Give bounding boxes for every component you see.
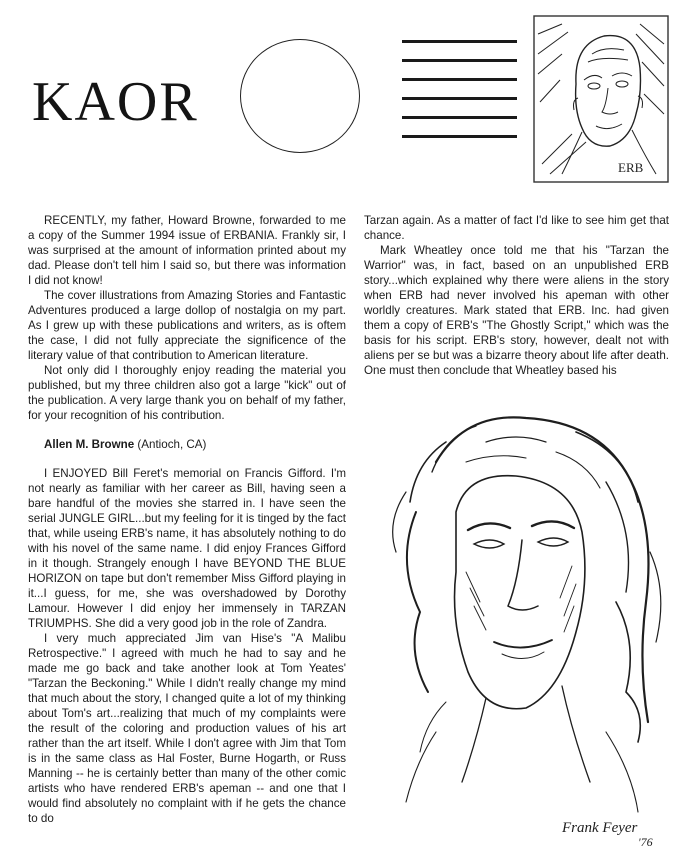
letters-column-right xyxy=(364,213,669,378)
author-name: Allen M. Browne xyxy=(44,438,135,451)
letter-paragraph: RECENTLY, my father, Howard Browne, forwarded to me a copy of the Summer 1994 issue of ERBANIA. Frankly sir, I was surprised at the amount of information printed about my dad. Please don't tell him I said so, but there was information I did not know! xyxy=(28,214,346,287)
illustration-year: '76 xyxy=(638,835,653,849)
letter-paragraph: Not only did I thoroughly enjoy reading the material you published, but my three children also got a large "kick" out of the publication. A very large thank you on behalf of my father, for your recognition of his contribution. xyxy=(28,364,346,422)
letter-paragraph: I ENJOYED Bill Feret's memorial on Francis Gifford. I'm not nearly as familiar with her career as Bill, having seen a bare handful of the movies she starred in. I have seen the serial JUNGLE GIRL...but my feeling for it is tinged by the fact that, while useing ERB's name, it has absolutely nothing to do with his novel of the same name. I did enjoy Frances Gifford in it though. Strangely enough I have BEYOND THE BLUE HORIZON on tape but don't remember Miss Gifford playing in it...I guess, for me, she was overshadowed by Dorothy Lamour. However I did enjoy her immensely in TARZAN TRIUMPHS. She did a very good job in the role of Zandra. xyxy=(28,467,346,630)
illustration-signature: Frank Feyer xyxy=(562,820,638,836)
letter-paragraph: I very much appreciated Jim van Hise's "A Malibu Retrospective." I agreed with much he had to say and he made me go back and take another look at Tom Yeates' "Tarzan the Beckoning." While I didn't really change my mind that much about the story, I changed quite a lot of my thinking about Tom's art...realizing that much of my complaints were the result of the coloring and production values of his art rather than the art itself. While I don't agree with Jim that Tom is in the same class as Hal Foster, Burne Hogarth, or Russ Manning -- he is certainly better than many of the other comic artists who have rendered ERB's apeman -- and one that I would find absolutely no complaint with if he gets the chance to do xyxy=(28,632,346,825)
letter-paragraph: The cover illustrations from Amazing Stories and Fantastic Adventures produced a large dollop of nostalgia on my part. As I grew up with these publications and writers, as is oftem the case, I did not fully appreciate the significence of the literary value of that contribution to American literature. xyxy=(28,289,346,362)
letter-paragraph: Tarzan again. As a matter of fact I'd like to see him get that chance. xyxy=(364,214,669,242)
section-title: KAOR xyxy=(32,71,199,133)
letters-column-left xyxy=(28,213,346,826)
portrait-signature: ERB xyxy=(618,160,644,175)
masthead-circle xyxy=(240,39,360,153)
masthead-rules xyxy=(402,40,517,150)
erb-portrait-sketch xyxy=(532,14,670,186)
author-location: (Antioch, CA) xyxy=(137,438,207,451)
tarzan-portrait-illustration xyxy=(376,402,676,854)
letter-paragraph: Mark Wheatley once told me that his "Tarzan the Warrior" was, in fact, based on an unpublished ERB story...which explained why there were aliens in the story when ERB had never involved his apeman with other worldly creatures. Mark stated that ERB. Inc. had given them a copy of ERB's "The Ghostly Script," which was the basis for his script. ERB's story, however, dealt not with aliens per se but was a bizarre theory about life after death. One must then conclude that Wheatley based his xyxy=(364,244,669,377)
letter-byline xyxy=(28,437,346,452)
